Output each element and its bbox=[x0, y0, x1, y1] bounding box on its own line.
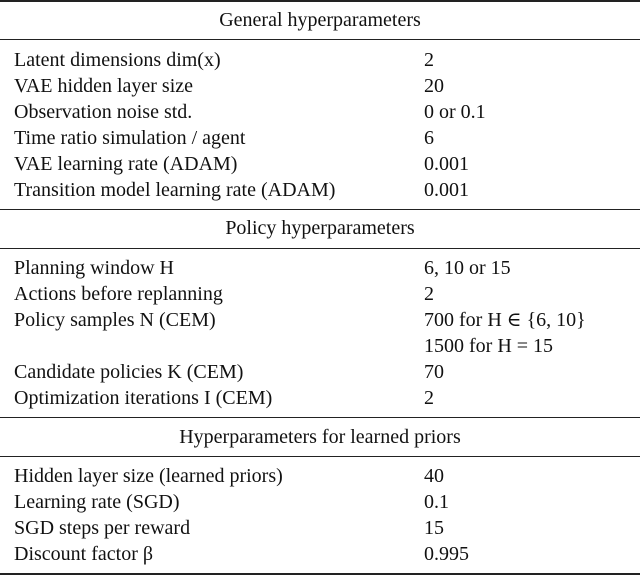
section-title-general: General hyperparameters bbox=[219, 9, 421, 31]
row-value: 700 for H ∈ {6, 10} bbox=[424, 309, 586, 331]
section-rule bbox=[0, 417, 640, 418]
row-value: 2 bbox=[424, 49, 434, 71]
row-value: 40 bbox=[424, 465, 444, 487]
row-value: 2 bbox=[424, 283, 434, 305]
section-rule bbox=[0, 456, 640, 457]
row-label: Actions before replanning bbox=[14, 283, 223, 305]
row-label: Learning rate (SGD) bbox=[14, 491, 180, 513]
section-rule bbox=[0, 248, 640, 249]
row-label: Transition model learning rate (ADAM) bbox=[14, 179, 336, 201]
top-rule bbox=[0, 0, 640, 2]
table-row bbox=[0, 489, 640, 515]
table-row bbox=[0, 255, 640, 281]
row-value: 0.001 bbox=[424, 179, 469, 201]
row-label: Time ratio simulation / agent bbox=[14, 127, 246, 149]
row-label: Hidden layer size (learned priors) bbox=[14, 465, 283, 487]
section-title-learned-priors: Hyperparameters for learned priors bbox=[179, 426, 461, 448]
row-label: VAE learning rate (ADAM) bbox=[14, 153, 238, 175]
row-label: Planning window H bbox=[14, 257, 174, 279]
table-row bbox=[0, 73, 640, 99]
row-value: 1500 for H = 15 bbox=[424, 335, 554, 357]
row-value: 0.001 bbox=[424, 153, 469, 175]
row-label: Policy samples N (CEM) bbox=[14, 309, 216, 331]
row-value: 6, 10 or 15 bbox=[424, 257, 511, 279]
row-value: 0.1 bbox=[424, 491, 449, 513]
table-row bbox=[0, 125, 640, 151]
table-row bbox=[0, 99, 640, 125]
section-rule bbox=[0, 39, 640, 40]
row-value: 2 bbox=[424, 387, 434, 409]
row-value: 20 bbox=[424, 75, 444, 97]
row-label: Candidate policies K (CEM) bbox=[14, 361, 244, 383]
table-row bbox=[0, 463, 640, 489]
row-label: Discount factor β bbox=[14, 543, 154, 565]
row-value: 15 bbox=[424, 517, 444, 539]
section-rule bbox=[0, 209, 640, 210]
row-label: Latent dimensions dim(x) bbox=[14, 49, 221, 71]
table-row bbox=[0, 177, 640, 203]
row-value: 0 or 0.1 bbox=[424, 101, 486, 123]
row-value: 0.995 bbox=[424, 543, 469, 565]
row-label: Optimization iterations I (CEM) bbox=[14, 387, 273, 409]
section-title-policy: Policy hyperparameters bbox=[225, 217, 415, 239]
table-row bbox=[0, 47, 640, 73]
table-row-continuation bbox=[0, 333, 640, 359]
bottom-rule bbox=[0, 573, 640, 575]
row-label: Observation noise std. bbox=[14, 101, 193, 123]
table-row bbox=[0, 151, 640, 177]
table-row bbox=[0, 359, 640, 385]
table-row bbox=[0, 281, 640, 307]
table-row bbox=[0, 541, 640, 567]
row-value: 70 bbox=[424, 361, 444, 383]
row-label: VAE hidden layer size bbox=[14, 75, 194, 97]
table-row bbox=[0, 307, 640, 333]
table-row bbox=[0, 385, 640, 411]
row-label: SGD steps per reward bbox=[14, 517, 191, 539]
table-row bbox=[0, 515, 640, 541]
row-value: 6 bbox=[424, 127, 434, 149]
